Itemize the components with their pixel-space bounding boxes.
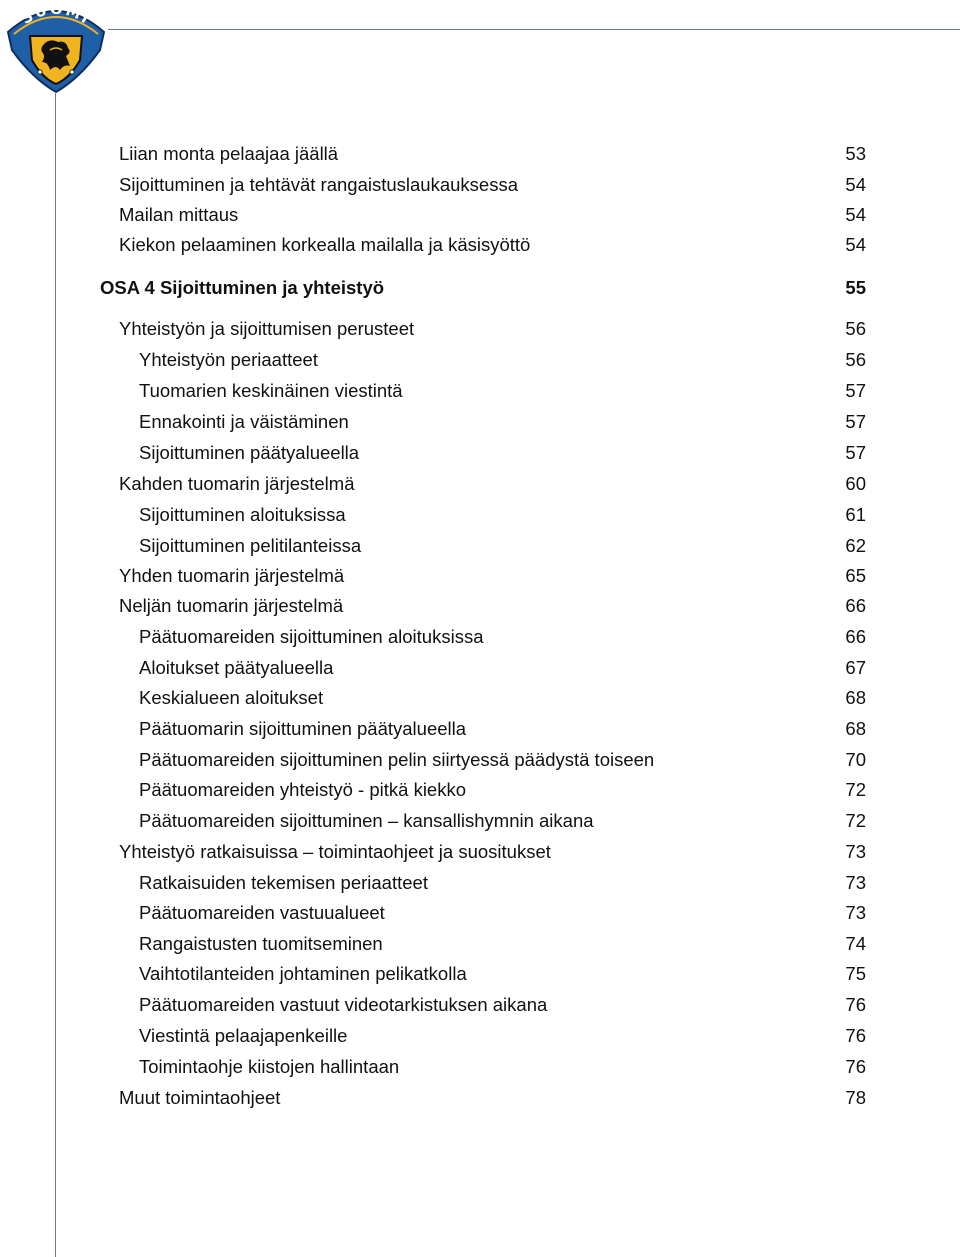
toc-entry: [0, 747, 960, 773]
toc-entry-title: Sijoittuminen aloituksissa: [139, 504, 346, 525]
toc-entry-page: 73: [845, 902, 866, 923]
toc-entry-title: Sijoittuminen päätyalueella: [139, 442, 360, 463]
toc-entry: [0, 992, 960, 1018]
toc-entry-title: Keskialueen aloitukset: [139, 687, 324, 708]
toc-entry: [0, 502, 960, 528]
toc-entry-title: Aloitukset päätyalueella: [139, 657, 334, 678]
toc-entry: [0, 624, 960, 650]
toc-entry-title: Vaihtotilanteiden johtaminen pelikatkolla: [139, 963, 467, 984]
suomi-crest-logo: [0, 0, 112, 96]
toc-entry-page: 68: [845, 687, 866, 708]
toc-entry-page: 70: [845, 749, 866, 770]
toc-entry-page: 57: [845, 411, 866, 432]
toc-entry-page: 72: [845, 779, 866, 800]
toc-entry: [0, 593, 960, 619]
toc-entry-page: 76: [845, 1025, 866, 1046]
toc-entry-title: Sijoittuminen ja tehtävät rangaistuslaukauksessa: [119, 174, 519, 195]
toc-entry-title: Kahden tuomarin järjestelmä: [119, 473, 355, 494]
toc-entry-page: 73: [845, 872, 866, 893]
toc-entry-page: 72: [845, 810, 866, 831]
toc-entry-title: Viestintä pelaajapenkeille: [139, 1025, 348, 1046]
toc-entry-title: Liian monta pelaajaa jäällä: [119, 143, 339, 164]
toc-entry-page: 56: [845, 349, 866, 370]
toc-entry: [0, 232, 960, 258]
toc-entry-page: 60: [845, 473, 866, 494]
toc-entry: [0, 202, 960, 228]
toc-entry-page: 62: [845, 535, 866, 556]
toc-entry-page: 74: [845, 933, 866, 954]
toc-entry-title: Yhden tuomarin järjestelmä: [119, 565, 345, 586]
toc-entry-title: Rangaistusten tuomitseminen: [139, 933, 383, 954]
toc-entry: [0, 347, 960, 373]
toc-entry-page: 54: [845, 234, 866, 255]
lion-crest-icon: [8, 0, 104, 92]
toc-entry-title: Ennakointi ja väistäminen: [139, 411, 349, 432]
toc-entry-title: Yhteistyön periaatteet: [139, 349, 318, 370]
logo-text: SUOMI: [18, 0, 95, 29]
toc-entry-title: Toimintaohje kiistojen hallintaan: [139, 1056, 400, 1077]
toc-entry-page: 57: [845, 380, 866, 401]
toc-entry-page: 61: [845, 504, 866, 525]
toc-entry-title: Mailan mittaus: [119, 204, 239, 225]
toc-entry: [0, 685, 960, 711]
toc-entry-title: Kiekon pelaaminen korkealla mailalla ja käsisyöttö: [119, 234, 531, 255]
toc-entry: [0, 1023, 960, 1049]
toc-entry-page: 55: [845, 277, 866, 298]
toc-entry-title: Päätuomareiden sijoittuminen pelin siirtyessä päädystä toiseen: [139, 749, 655, 770]
toc-entry-title: Tuomarien keskinäinen viestintä: [139, 380, 403, 401]
toc-entry: [0, 409, 960, 435]
toc-entry-title: OSA 4 Sijoittuminen ja yhteistyö: [100, 277, 385, 298]
toc-entry-page: 66: [845, 626, 866, 647]
toc-entry-title: Muut toimintaohjeet: [119, 1087, 281, 1108]
toc-entry-page: 53: [845, 143, 866, 164]
toc-entry-page: 54: [845, 174, 866, 195]
toc-entry: [0, 870, 960, 896]
toc-entry-page: 65: [845, 565, 866, 586]
toc-entry-title: Päätuomarin sijoittuminen päätyalueella: [139, 718, 467, 739]
toc-entry: [0, 716, 960, 742]
toc-entry: [0, 440, 960, 466]
toc-entry: [0, 931, 960, 957]
toc-entry-title: Neljän tuomarin järjestelmä: [119, 595, 344, 616]
toc-entry: [0, 563, 960, 589]
toc-entry: [0, 471, 960, 497]
toc-entry: [0, 1054, 960, 1080]
toc-entry: [0, 777, 960, 803]
toc-entry-page: 76: [845, 1056, 866, 1077]
toc-entry-title: Päätuomareiden vastuualueet: [139, 902, 385, 923]
toc-entry-title: Ratkaisuiden tekemisen periaatteet: [139, 872, 428, 893]
toc-section-heading: [0, 275, 960, 301]
toc-entry-page: 67: [845, 657, 866, 678]
toc-entry-page: 76: [845, 994, 866, 1015]
toc-entry: [0, 378, 960, 404]
toc-entry-title: Päätuomareiden yhteistyö - pitkä kiekko: [139, 779, 467, 800]
toc-entry: [0, 1085, 960, 1111]
toc-entry-page: 57: [845, 442, 866, 463]
toc-entry-page: 54: [845, 204, 866, 225]
toc-entry-title: Päätuomareiden sijoittuminen – kansallishymnin aikana: [139, 810, 594, 831]
toc-entry: [0, 172, 960, 198]
toc-entry-page: 66: [845, 595, 866, 616]
toc-entry: [0, 316, 960, 342]
toc-entry: [0, 839, 960, 865]
toc-entry-title: Yhteistyö ratkaisuissa – toimintaohjeet ja suositukset: [119, 841, 551, 862]
toc-entry-page: 78: [845, 1087, 866, 1108]
toc-entry-title: Päätuomareiden vastuut videotarkistuksen aikana: [139, 994, 548, 1015]
toc-entry: [0, 808, 960, 834]
toc-entry-page: 56: [845, 318, 866, 339]
toc-entry-page: 68: [845, 718, 866, 739]
toc-entry-title: Yhteistyön ja sijoittumisen perusteet: [119, 318, 415, 339]
toc-entry: [0, 533, 960, 559]
header-rule: [108, 29, 960, 30]
toc-entry-page: 73: [845, 841, 866, 862]
toc-entry-title: Sijoittuminen pelitilanteissa: [139, 535, 362, 556]
toc-entry: [0, 655, 960, 681]
toc-entry: [0, 141, 960, 167]
toc-entry-page: 75: [845, 963, 866, 984]
toc-entry: [0, 900, 960, 926]
toc-entry: [0, 961, 960, 987]
toc-entry-title: Päätuomareiden sijoittuminen aloituksissa: [139, 626, 484, 647]
